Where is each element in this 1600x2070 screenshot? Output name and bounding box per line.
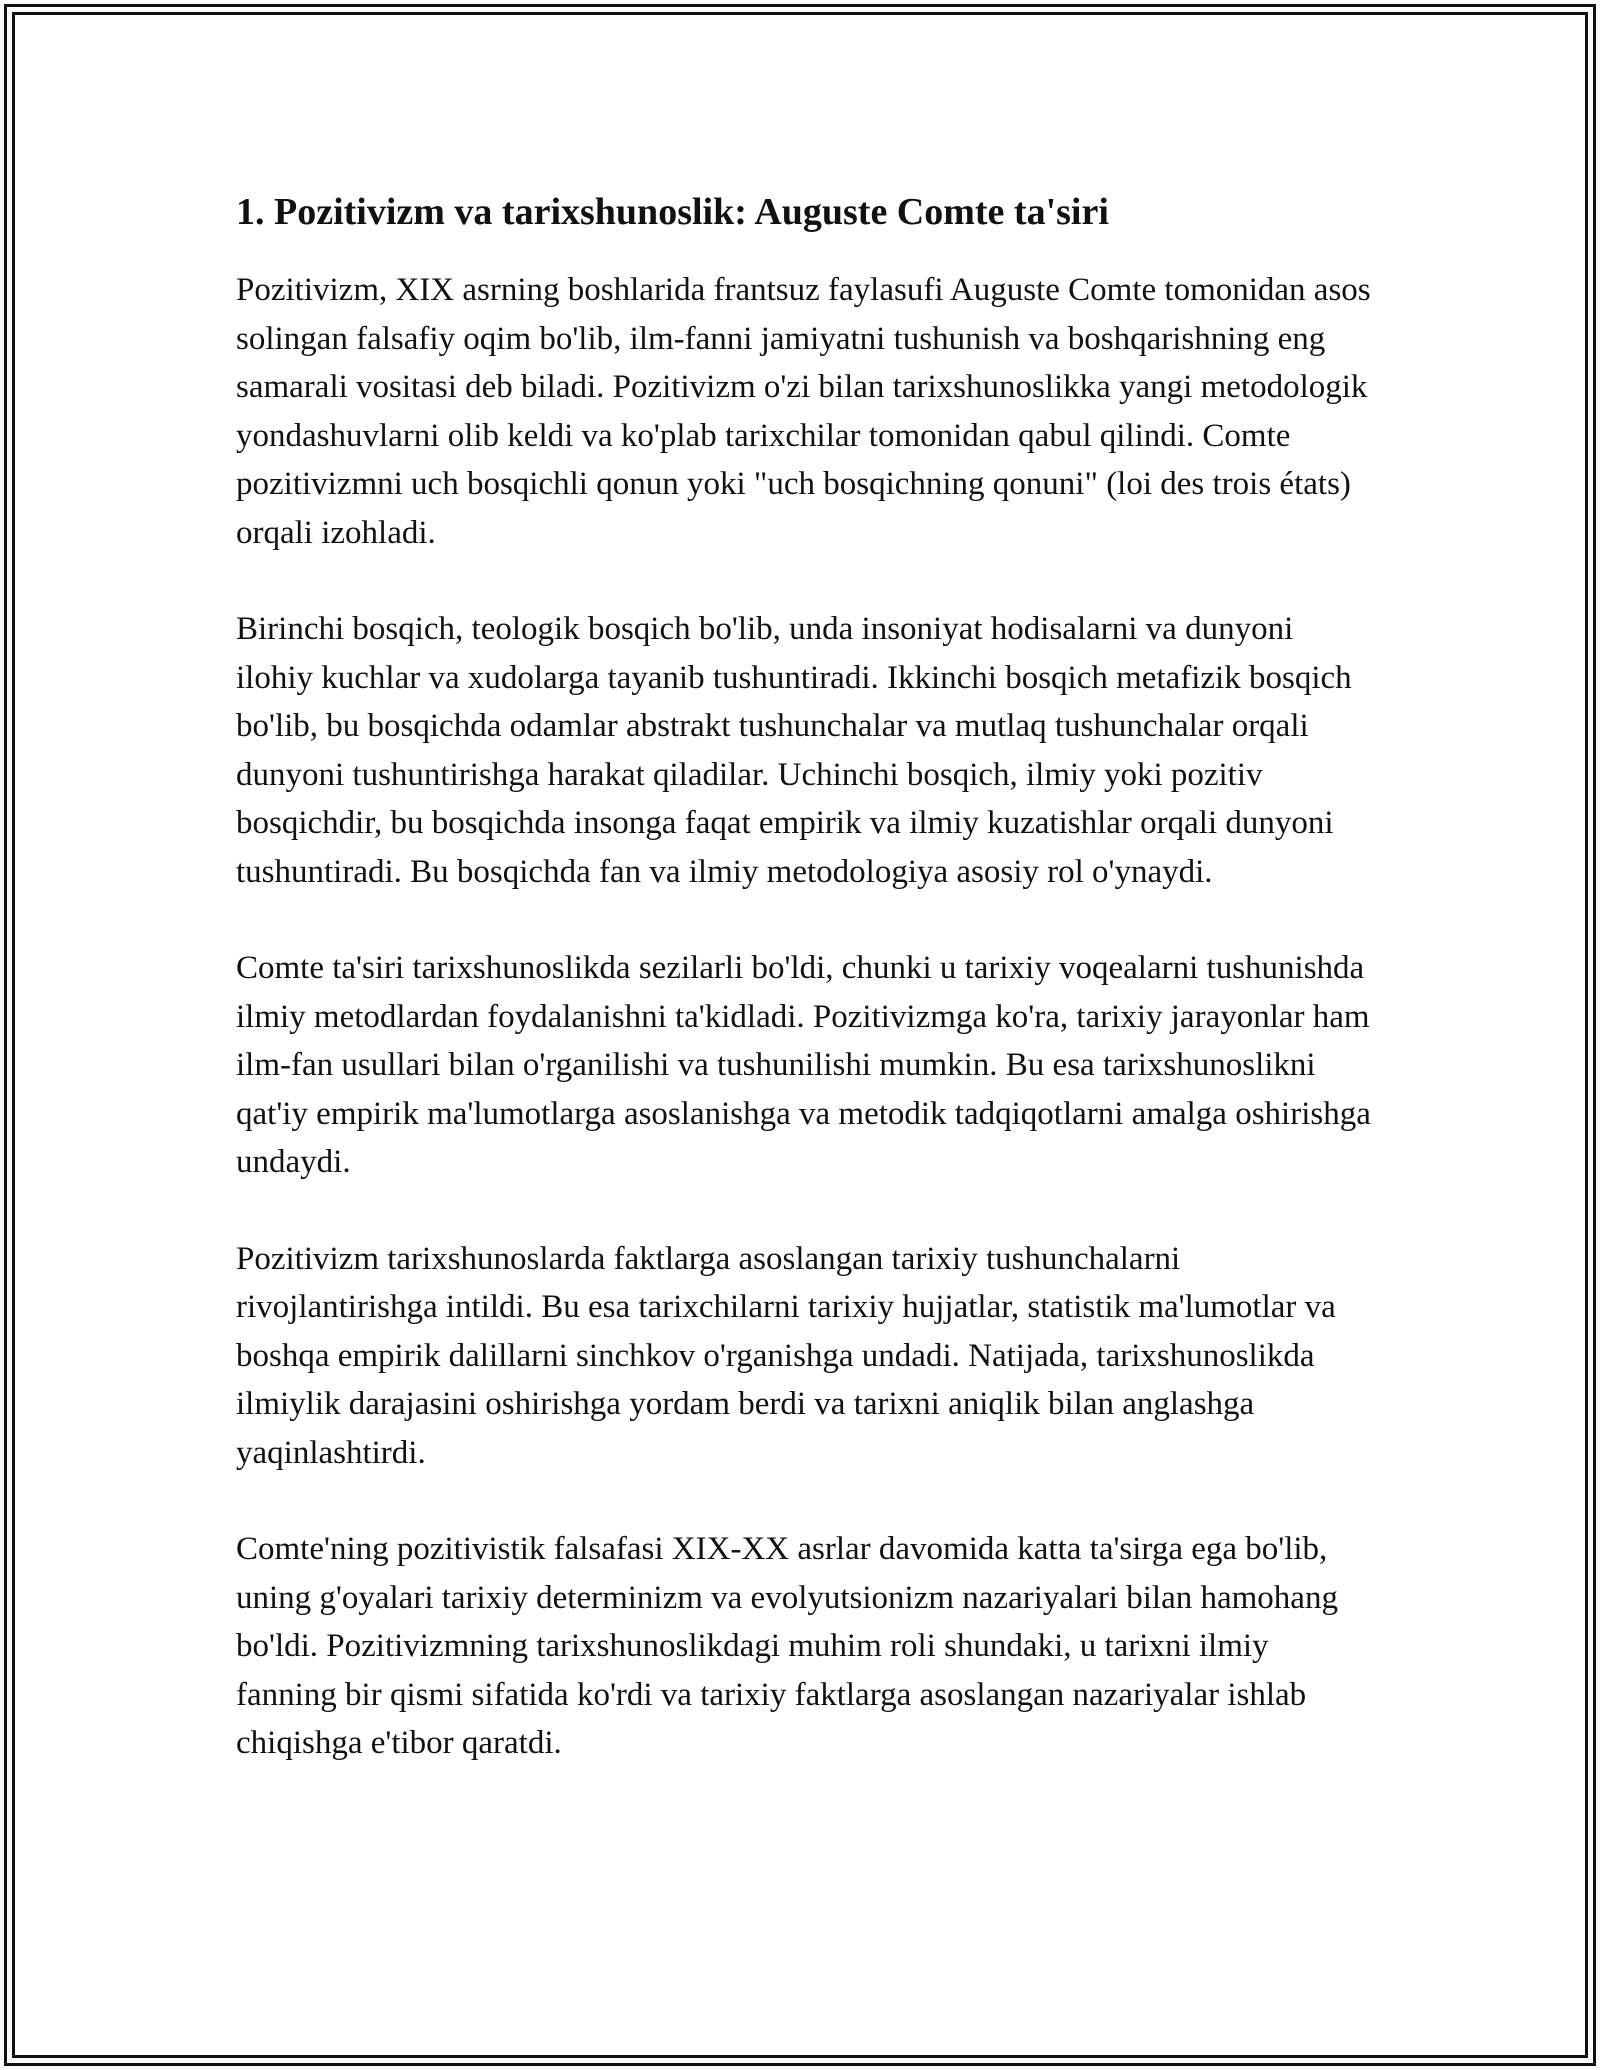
paragraph-3: Comte ta'siri tarixshunoslikda sezilarli bo'ldi, chunki u tarixiy voqealarni tushunishda ilmiy metodlardan foydalanishni ta'kidladi. Pozitivizmga ko'ra, tarixiy jarayonlar ham ilm-fan usullari bilan o'rganilishi va tushunilishi mumkin. Bu esa tarixshunoslikni qat'iy empirik ma'lumotlarga asoslanishga va metodik tadqiqotlarni amalga oshirishga undaydi.	[236, 950, 1371, 1180]
section-title: 1. Pozitivizm va tarixshunoslik: Auguste Comte ta'siri	[236, 191, 1109, 233]
paragraph-1: Pozitivizm, XIX asrning boshlarida frantsuz faylasufi Auguste Comte tomonidan asos solingan falsafiy oqim bo'lib, ilm-fanni jamiyatni tushunish va boshqarishning eng samarali vositasi deb biladi. Pozitivizm o'zi bilan tarixshunoslikka yangi metodologik yondashuvlarni olib keldi va ko'plab tarixchilar tomonidan qabul qilindi. Comte pozitivizmni uch bosqichli qonun yoki "uch bosqichning qonuni" (loi des trois états) orqali izohladi.	[236, 272, 1371, 551]
paragraph-4: Pozitivizm tarixshunoslarda faktlarga asoslangan tarixiy tushunchalarni rivojlantirishga intildi. Bu esa tarixchilarni tarixiy hujjatlar, statistik ma'lumotlar va boshqa empirik dalillarni sinchkov o'rganishga undadi. Natijada, tarixshunoslikda ilmiylik darajasini oshirishga yordam berdi va tarixni aniqlik bilan anglashga yaqinlashtirdi.	[236, 1240, 1336, 1471]
document-body	[236, 186, 1376, 1816]
paragraph-2: Birinchi bosqich, teologik bosqich bo'lib, unda insoniyat hodisalarni va dunyoni ilohiy kuchlar va xudolarga tayanib tushuntiradi. Ikkinchi bosqich metafizik bosqich bo'lib, bu bosqichda odamlar abstrakt tushunchalar va mutlaq tushunchalar orqali dunyoni tushuntirishga harakat qiladilar. Uchinchi bosqich, ilmiy yoki pozitiv bosqichdir, bu bosqichda insonga faqat empirik va ilmiy kuzatishlar orqali dunyoni tushuntiradi. Bu bosqichda fan va ilmiy metodologiya asosiy rol o'ynaydi.	[236, 611, 1352, 890]
paragraph-5: Comte'ning pozitivistik falsafasi XIX-XX asrlar davomida katta ta'sirga ega bo'lib, uning g'oyalari tarixiy determinizm va evolyutsionizm nazariyalari bilan hamohang bo'ldi. Pozitivizmning tarixshunoslikdagi muhim roli shundaki, u tarixni ilmiy fanning bir qismi sifatida ko'rdi va tarixiy faktlarga asoslangan nazariyalar ishlab chiqishga e'tibor qaratdi.	[236, 1531, 1338, 1761]
